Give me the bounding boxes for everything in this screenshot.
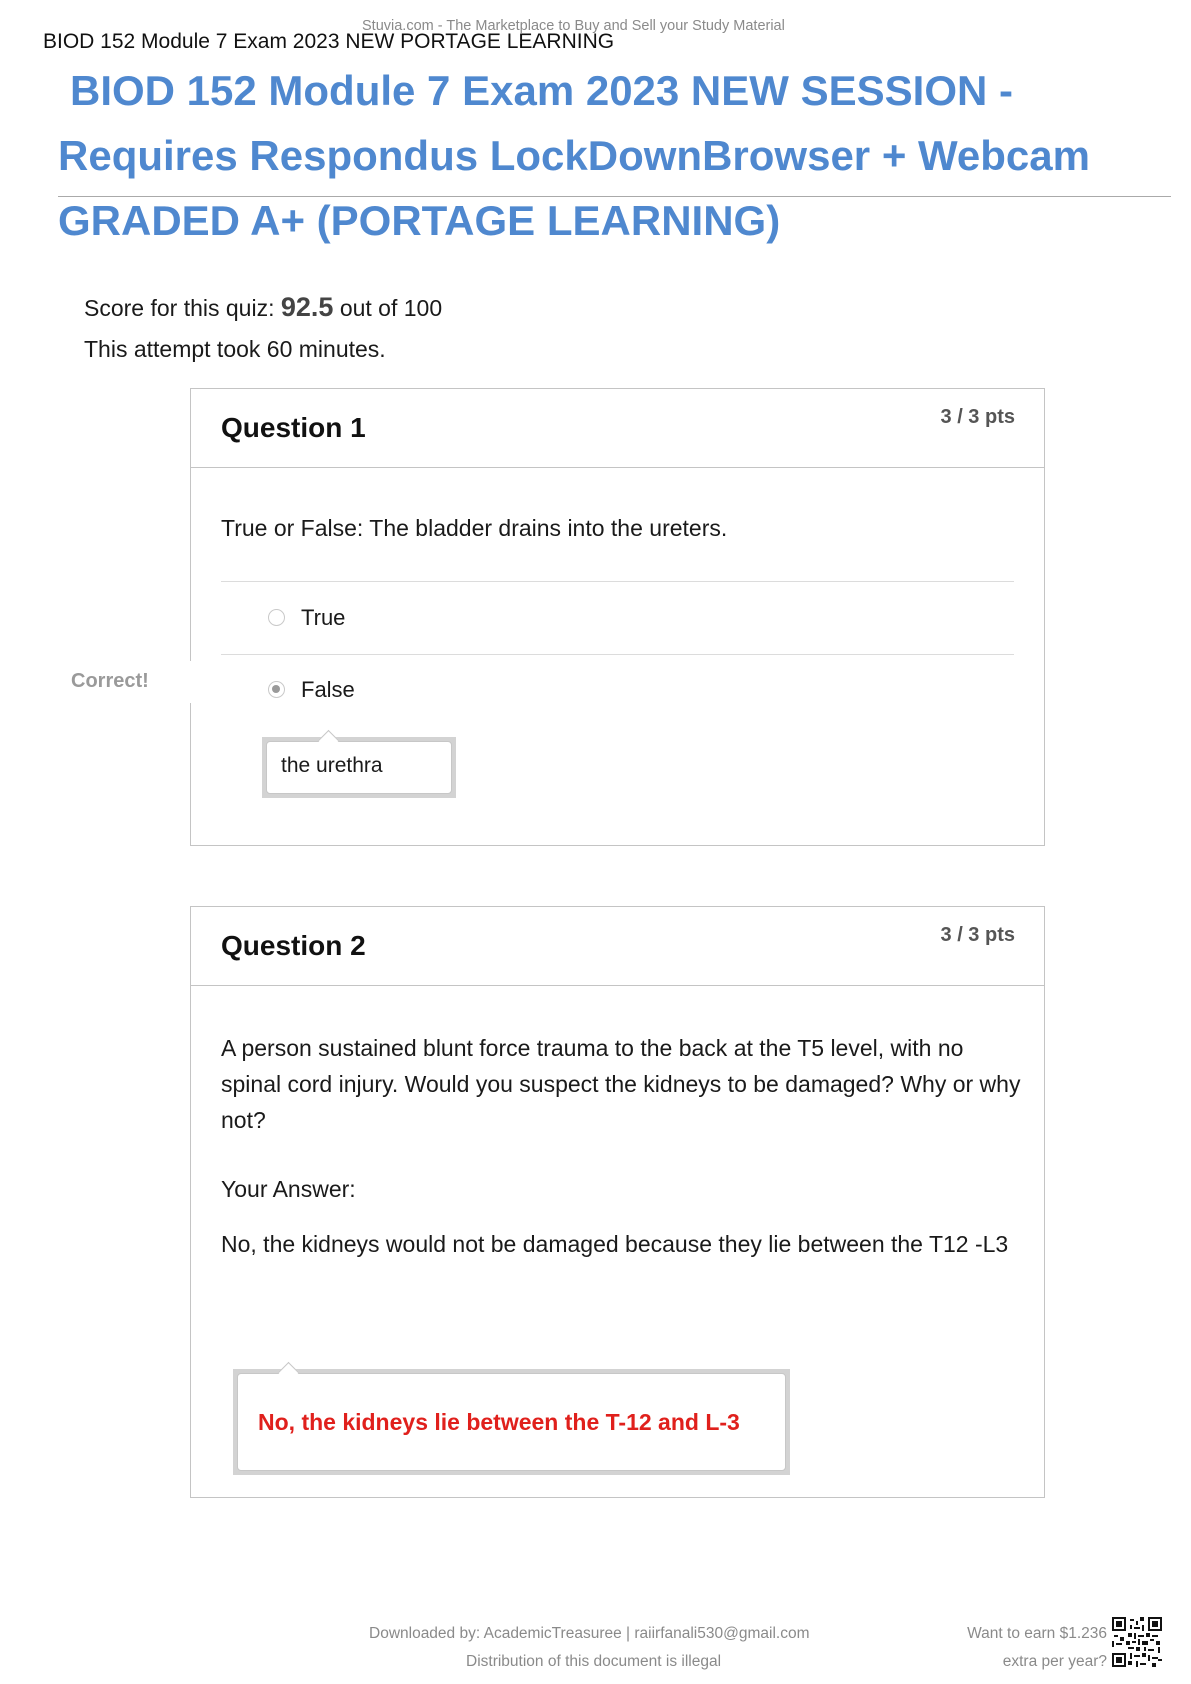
- question-1-points: 3 / 3 pts: [940, 406, 1015, 428]
- title-line-1: BIOD 152 Module 7 Exam 2023 NEW SESSION -: [70, 67, 1013, 114]
- question-1-divider-mid: [221, 654, 1014, 655]
- title-line-2: Requires Respondus LockDownBrowser + Webcam: [58, 132, 1090, 179]
- score-value: 92.5: [280, 292, 334, 322]
- footer-distribution: Distribution of this document is illegal: [466, 1653, 722, 1670]
- document-title: [58, 58, 1168, 253]
- quiz-score: [84, 292, 442, 323]
- title-divider: [58, 196, 1171, 197]
- answer-comment-inner: [266, 741, 452, 794]
- question-1-title: Question 1: [221, 412, 366, 443]
- title-line-3: GRADED A+ (PORTAGE LEARNING): [58, 197, 781, 244]
- option-false-label[interactable]: False: [301, 677, 355, 702]
- question-1-header: [191, 389, 1044, 468]
- footer-earn-line-1: Want to earn $1.236: [967, 1625, 1107, 1642]
- qr-code-icon[interactable]: [1112, 1617, 1162, 1667]
- score-out-of: out of 100: [339, 295, 443, 321]
- footer-downloaded-by: Downloaded by: AcademicTreasuree | raiirfanali530@gmail.com: [369, 1625, 810, 1642]
- question-2-header: [191, 907, 1044, 986]
- question-2-card: [190, 906, 1045, 1498]
- running-header: BIOD 152 Module 7 Exam 2023 NEW PORTAGE LEARNING: [43, 30, 615, 53]
- score-label: Score for this quiz:: [84, 295, 275, 321]
- stuvia-watermark: Stuvia.com - The Marketplace to Buy and Sell your Study Material: [362, 18, 785, 34]
- question-2-points: 3 / 3 pts: [940, 924, 1015, 946]
- your-answer-label: Your Answer:: [221, 1176, 356, 1202]
- option-true-label[interactable]: True: [301, 605, 346, 630]
- question-1-prompt: True or False: The bladder drains into the ureters.: [221, 515, 728, 541]
- footer-earn-line-2: extra per year?: [1002, 1653, 1107, 1670]
- option-false-radio[interactable]: [268, 681, 285, 698]
- question-1-card: [190, 388, 1045, 846]
- question-2-prompt: A person sustained blunt force trauma to the back at the T5 level, with no spinal cord injury. Would you suspect the kidneys to be damaged? Why or why not?: [221, 1035, 1021, 1133]
- question-2-title: Question 2: [221, 930, 366, 961]
- correct-flag-notch: [186, 661, 194, 703]
- attempt-duration: This attempt took 60 minutes.: [84, 336, 386, 362]
- answer-comment-text: the urethra: [281, 754, 383, 777]
- question-1-divider-top: [221, 581, 1014, 582]
- your-answer-text: No, the kidneys would not be damaged because they lie between the T12 -L3: [221, 1231, 1009, 1257]
- feedback-text: No, the kidneys lie between the T-12 and L-3: [258, 1409, 740, 1435]
- correct-flag: Correct!: [71, 670, 149, 692]
- feedback-comment-inner: [237, 1373, 786, 1471]
- option-true-radio[interactable]: [268, 609, 285, 626]
- answer-comment: [262, 737, 456, 798]
- feedback-comment: [233, 1369, 790, 1475]
